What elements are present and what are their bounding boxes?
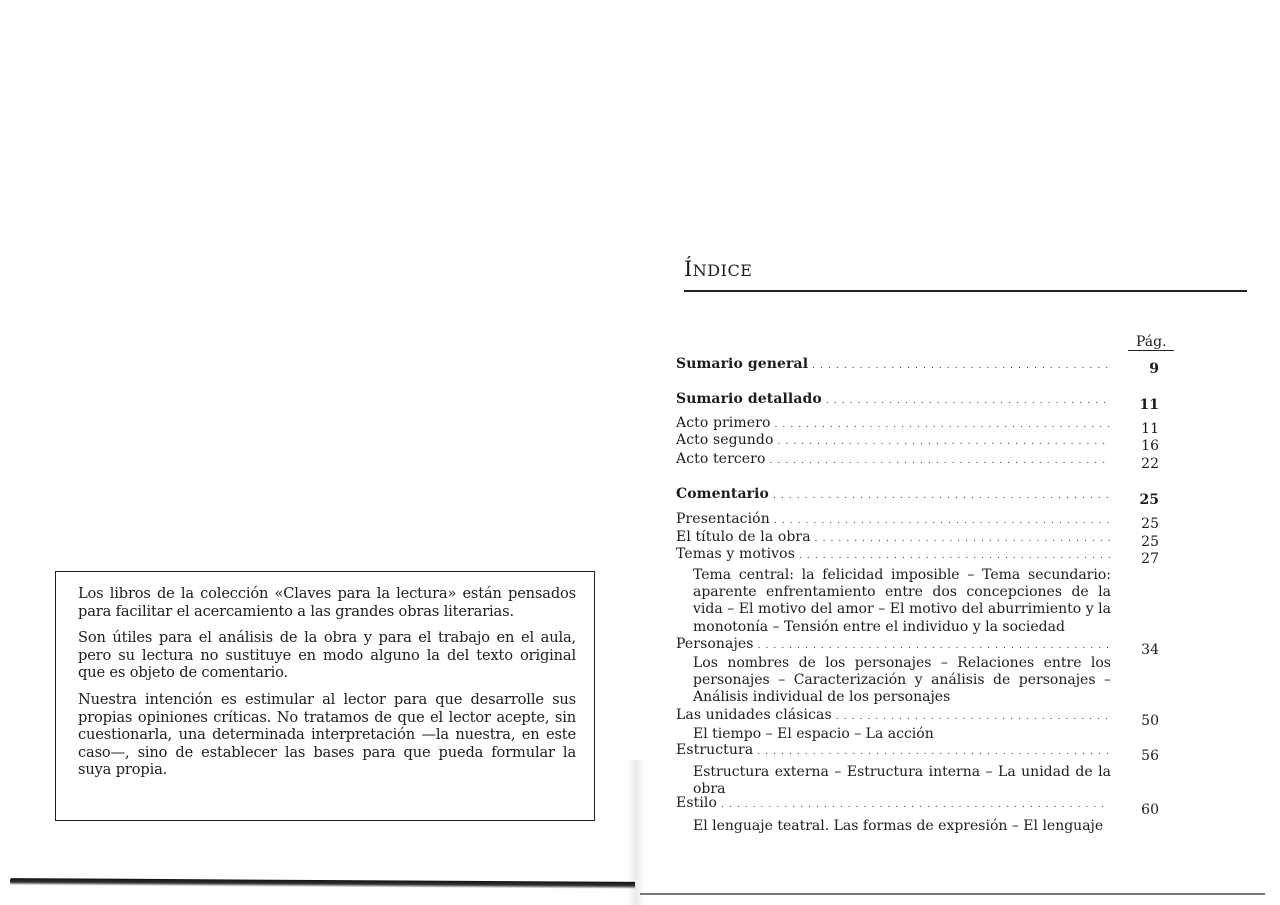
toc-entry-unidades-clasicas (676, 707, 1110, 726)
toc-entry-acto-segundo (676, 432, 1110, 451)
toc-subentries-personajes: Los nombres de los personajes – Relaciones entre los personajes – Caracterización y análisis de personajes – Análisis individual de los personajes (693, 655, 1111, 706)
toc-entry-label: Las unidades clásicas (676, 707, 832, 723)
toc-entry-label: Temas y motivos (676, 546, 795, 562)
toc-entry-page: 50 (1141, 713, 1159, 729)
toc-subentries-estilo: El lenguaje teatral. Las formas de expresión – El lenguaje (693, 818, 1104, 834)
toc-entry-estructura (676, 742, 1110, 761)
toc-entry-page: 25 (1141, 516, 1159, 532)
leader-dots (770, 453, 1110, 470)
toc-entry-page: 25 (1139, 492, 1159, 508)
left-page-edge-shadow (10, 878, 635, 889)
toc-entry-page: 25 (1141, 534, 1159, 550)
title-rule (684, 290, 1247, 292)
toc-entry-page: 11 (1139, 397, 1159, 413)
index-title (684, 257, 752, 281)
toc-entry-label: Sumario detallado (676, 391, 822, 407)
index-title-initial: Í (684, 257, 693, 281)
leader-dots (812, 358, 1110, 375)
toc-entry-personajes (676, 636, 1110, 655)
leader-dots (757, 744, 1110, 761)
intro-paragraph-2: Son útiles para el análisis de la obra y para el trabajo en el aula, pero su lectura no sustituye en modo alguno la del texto original que es objeto de comentario. (78, 629, 576, 682)
toc-entry-label: Acto tercero (676, 451, 766, 467)
leader-dots (773, 488, 1110, 505)
toc-subentries-unidades: El tiempo – El espacio – La acción (693, 726, 934, 742)
toc-entry-label: Personajes (676, 636, 754, 652)
toc-entry-label: Estilo (676, 795, 718, 811)
toc-entry-label: Estructura (676, 742, 754, 758)
toc-entry-page: 27 (1141, 551, 1159, 567)
toc-entry-page: 22 (1141, 456, 1159, 472)
intro-paragraph-1: Los libros de la colección «Claves para la lectura» están pensados para facilitar el acercamiento a las grandes obras literarias. (78, 585, 576, 620)
toc-subentries-estructura: Estructura externa – Estructura interna – La unidad de la obra (693, 764, 1111, 798)
toc-entry-page: 9 (1149, 361, 1159, 377)
page-header-rule (1128, 350, 1174, 351)
leader-dots (836, 709, 1110, 726)
toc-entry-label: El título de la obra (676, 529, 811, 545)
toc-entry-label: Acto primero (676, 415, 771, 431)
page-column-header: Pág. (1136, 334, 1167, 350)
intro-box (55, 571, 595, 821)
toc-entry-estilo (676, 795, 1110, 814)
toc-entry-sumario-detallado (676, 391, 1110, 410)
toc-entry-page: 11 (1141, 421, 1159, 437)
toc-entry-presentacion (676, 511, 1110, 530)
toc-entry-label: Acto segundo (676, 432, 774, 448)
index-title-rest: NDICE (692, 261, 753, 280)
toc-subentries-temas: Tema central: la felicidad imposible – Tema secundario: aparente enfrentamiento entre dos concepciones de la vida – El motivo del amor – El motivo del aburrimiento y la monotonía – Tensión entre el individuo y la sociedad (693, 567, 1111, 635)
right-page-edge-line (640, 893, 1265, 895)
leader-dots (758, 638, 1110, 655)
toc-entry-page: 60 (1141, 802, 1159, 818)
leader-dots (774, 513, 1110, 530)
toc-entry-page: 56 (1141, 748, 1159, 764)
toc-entry-temas-motivos (676, 546, 1110, 565)
toc-entry-label: Presentación (676, 511, 770, 527)
toc-entry-comentario (676, 486, 1110, 505)
toc-entry-page: 34 (1141, 642, 1159, 658)
intro-paragraph-3: Nuestra intención es estimular al lector para que desarrolle sus propias opiniones críticas. No tratamos de que el lector acepte, sin cuestionarla, una determinada interpretación —la nuestra, en este caso—, sino de establecer las bases para que pueda formular la suya propia. (78, 690, 576, 779)
toc-entry-label: Sumario general (676, 356, 809, 372)
leader-dots (826, 393, 1110, 410)
leader-dots (799, 548, 1110, 565)
toc-entry-page: 16 (1141, 438, 1159, 454)
toc-entry-acto-tercero (676, 451, 1110, 470)
toc-entry-sumario-general (676, 356, 1110, 375)
toc-entry-label: Comentario (676, 486, 769, 502)
leader-dots (721, 797, 1110, 814)
leader-dots (778, 434, 1110, 451)
